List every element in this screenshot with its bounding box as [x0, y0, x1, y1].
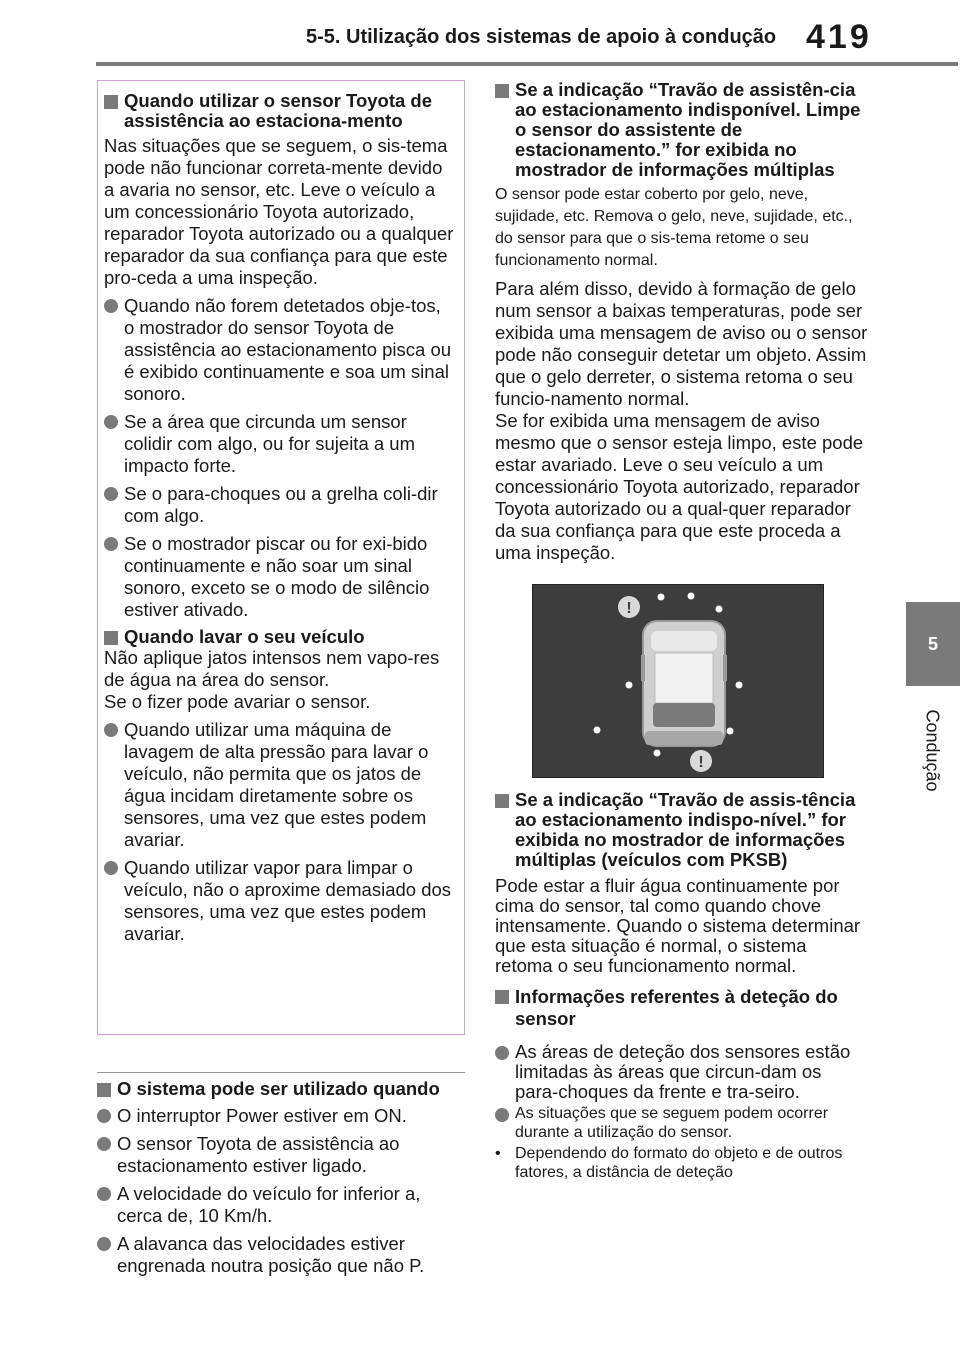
- circle-bullet-icon: [495, 1046, 509, 1060]
- warning-icon: [618, 596, 640, 618]
- square-bullet-icon: [495, 990, 509, 1004]
- right-column: [495, 80, 869, 1182]
- square-bullet-icon: [97, 1083, 111, 1097]
- circle-bullet-icon: [495, 1108, 509, 1122]
- svg-text:!: !: [626, 600, 632, 617]
- info-box: [97, 80, 465, 1035]
- circle-bullet-icon: [97, 1137, 111, 1151]
- paragraph: O sensor pode estar coberto por gelo, neve, sujidade, etc. Remova o gelo, neve, sujidade, etc., do sensor para que o sis-tema retome o seu funcionamento normal.: [495, 186, 853, 269]
- section-title: 5-5. Utilização dos sistemas de apoio à condução: [306, 26, 777, 48]
- circle-bullet-icon: [104, 487, 118, 501]
- circle-bullet-icon: [97, 1109, 111, 1123]
- section-heading: Se a indicação “Travão de assistên-cia ao estacionamento indisponível. Limpe o sensor do assistente de estacionamento.” for exibida no mostrador de informações múltiplas: [495, 80, 869, 180]
- parking-sensor-display-figure: [532, 584, 824, 778]
- list-item: Se o para-choques ou a grelha coli-dir com algo.: [104, 483, 455, 527]
- paragraph: Nas situações que se seguem, o sis-tema pode não funcionar correta-mente devido a avaria no sensor, etc. Leve o veículo a um concessionário Toyota autorizado, reparador Toyota autorizado ou a qualquer reparador da sua confiança para que este pro-ceda a uma inspeção.: [104, 135, 454, 288]
- section-heading: Se a indicação “Travão de assis-tência ao estacionamento indispo-nível.” for exibida no mostrador de informações múltiplas (veículos com PKSB): [495, 790, 869, 870]
- list-item: Se o mostrador piscar ou for exi-bido continuamente e não soar um sinal sonoro, exceto se o modo de silêncio estiver ativado.: [104, 533, 455, 621]
- square-bullet-icon: [104, 95, 118, 109]
- list-item: Quando utilizar vapor para limpar o veículo, não o aproxime demasiado dos sensores, uma vez que estes podem avariar.: [104, 857, 455, 945]
- list-item: O interruptor Power estiver em ON.: [97, 1105, 465, 1127]
- paragraph: Se for exibida uma mensagem de aviso mesmo que o sensor esteja limpo, este pode estar avariado. Leve o seu veículo a um concessionário Toyota autorizado, reparador Toyota autorizado ou a qual-quer reparador da sua confiança para que este proceda a uma inspeção.: [495, 410, 864, 563]
- list-item: As situações que se seguem podem ocorrer durante a utilização do sensor.: [495, 1104, 869, 1142]
- car-top-view-icon: [533, 585, 823, 777]
- list-item: Quando utilizar uma máquina de lavagem de alta pressão para lavar o veículo, não permita que os jatos de água incidam diretamente sobre os sensores, uma vez que estes podem avariar.: [104, 719, 455, 851]
- list-item: A velocidade do veículo for inferior a, cerca de, 10 Km/h.: [97, 1183, 465, 1227]
- section-heading: Quando utilizar o sensor Toyota de assistência ao estaciona-mento: [104, 91, 455, 131]
- circle-bullet-icon: [97, 1187, 111, 1201]
- section-heading: Quando lavar o seu veículo: [104, 627, 455, 647]
- list-item: O sensor Toyota de assistência ao estacionamento estiver ligado.: [97, 1133, 465, 1177]
- paragraph: Se o fizer pode avariar o sensor.: [104, 691, 371, 712]
- circle-bullet-icon: [104, 299, 118, 313]
- header-rule: [96, 62, 958, 66]
- square-bullet-icon: [104, 631, 118, 645]
- chapter-number: 5: [927, 633, 938, 654]
- sub-bullet-mark: •: [495, 1145, 501, 1162]
- list-item: A alavanca das velocidades estiver engrenada noutra posição que não P.: [97, 1233, 465, 1277]
- list-item: Se a área que circunda um sensor colidir com algo, ou for sujeita a um impacto forte.: [104, 411, 455, 477]
- square-bullet-icon: [495, 84, 509, 98]
- left-column: [97, 80, 465, 1277]
- chapter-label: Condução: [922, 708, 943, 792]
- list-item: As áreas de deteção dos sensores estão limitadas às áreas que circun-dam os para-choques da frente e tra-seiro.: [495, 1042, 869, 1102]
- page-number: 419: [806, 18, 872, 56]
- list-item: Quando não forem detetados obje-tos, o mostrador do sensor Toyota de assistência ao estacionamento pisca ou é exibido continuamente e soa um sinal sonoro.: [104, 295, 455, 405]
- square-bullet-icon: [495, 794, 509, 808]
- page-header: [0, 0, 960, 70]
- paragraph: Para além disso, devido à formação de gelo num sensor a baixas temperaturas, pode ser exibida uma mensagem de aviso ou o sensor pode não conseguir detetar um objeto. Assim que o gelo derreter, o sistema retoma o seu funcio-namento normal.: [495, 278, 868, 409]
- circle-bullet-icon: [97, 1237, 111, 1251]
- circle-bullet-icon: [104, 861, 118, 875]
- circle-bullet-icon: [104, 415, 118, 429]
- section-heading: Informações referentes à deteção do sensor: [495, 986, 869, 1030]
- paragraph: Pode estar a fluir água continuamente por cima do sensor, tal como quando chove intensamente. Quando o sistema determinar que esta situação é normal, o sistema retoma o seu funcionamento normal.: [495, 875, 861, 976]
- paragraph: Não aplique jatos intensos nem vapo-res de água na área do sensor.: [104, 647, 440, 690]
- chapter-tab[interactable]: [906, 602, 960, 686]
- section-heading: O sistema pode ser utilizado quando: [97, 1079, 465, 1099]
- circle-bullet-icon: [104, 723, 118, 737]
- svg-text:!: !: [698, 754, 704, 771]
- divider: [97, 1072, 465, 1073]
- circle-bullet-icon: [104, 537, 118, 551]
- warning-icon: [690, 750, 712, 772]
- sub-list-item: • Dependendo do formato do objeto e de outros fatores, a distância de deteção: [495, 1145, 843, 1181]
